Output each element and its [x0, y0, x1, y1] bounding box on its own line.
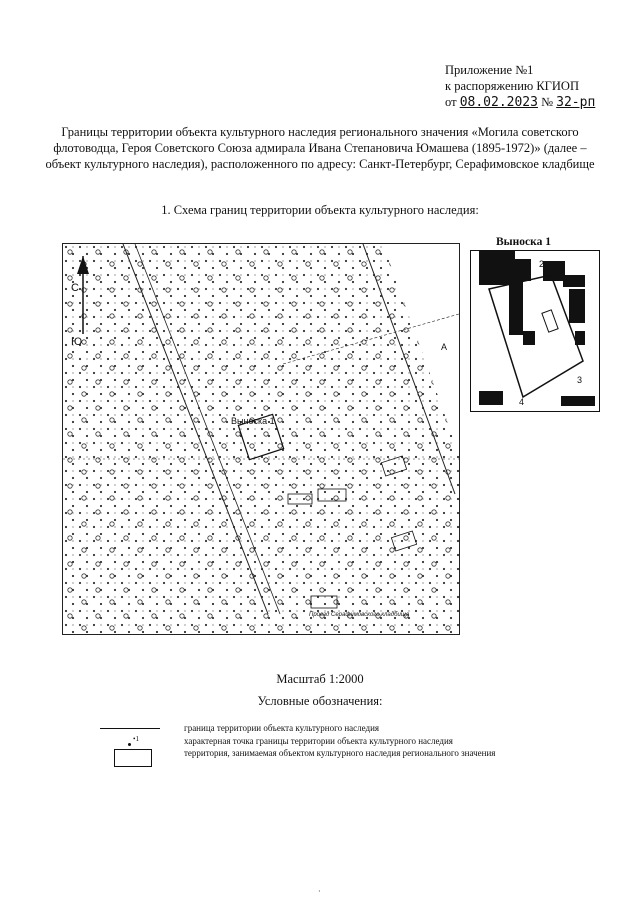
- legend-title: Условные обозначения:: [257, 694, 383, 708]
- appendix-label: Приложение №1: [445, 63, 534, 77]
- compass-north-label: С: [71, 282, 79, 294]
- inset-marker-label: Выноска 1: [231, 416, 275, 426]
- inset-point-3: 3: [577, 375, 583, 385]
- cadastral-map: [62, 243, 460, 635]
- legend-item-boundary-line: [100, 722, 580, 735]
- legend-item-boundary-point: [100, 735, 580, 748]
- inset-point-1: 1: [481, 275, 487, 285]
- document-title: Границы территории объекта культурного наследия регионального значения «Могила советского флотоводца, Героя Советского Союза адмирала Ивана Степановича Юмашева (1895-1972)» (далее – объект культурного наследия), расположенного по адресу: Санкт-Петербург, Серафимовское кладбище: [45, 125, 595, 171]
- boundary-line-symbol: [100, 722, 160, 735]
- map-side-letter: А: [441, 342, 448, 352]
- inset-drawing: [471, 251, 599, 411]
- boundary-point-symbol: [100, 735, 160, 748]
- legend-text: характерная точка границы территории объекта культурного наследия: [184, 736, 453, 746]
- inset-map: [470, 250, 600, 412]
- territory-symbol: [100, 748, 160, 761]
- map-scale: Масштаб 1:2000: [276, 672, 364, 686]
- inset-point-2: 2: [539, 259, 545, 269]
- footer-mark: ·: [318, 887, 321, 896]
- map-drawing: [63, 244, 459, 634]
- legend-item-territory: [100, 748, 580, 768]
- legend-text: граница территории объекта культурного наследия: [184, 723, 380, 733]
- legend: [100, 722, 580, 768]
- road-label: Проезд Серафимовского кладбища: [309, 612, 410, 618]
- document-header: [445, 62, 625, 111]
- legend-text: территория, занимаемая объектом культурного наследия регионального значения: [184, 748, 496, 758]
- order-number: 32-рп: [556, 95, 596, 110]
- date-prefix: от: [445, 95, 457, 109]
- date-number-line: [445, 94, 625, 111]
- order-date: 08.02.2023: [459, 95, 538, 110]
- point-symbol-label: •1: [133, 735, 139, 743]
- compass-south-label: Ю: [71, 336, 83, 348]
- inset-point-4: 4: [519, 397, 525, 407]
- order-label: к распоряжению КГИОП: [445, 79, 579, 93]
- number-prefix: №: [541, 95, 554, 109]
- section-heading: 1. Схема границ территории объекта культурного наследия:: [161, 203, 479, 217]
- inset-title: Выноска 1: [496, 236, 551, 248]
